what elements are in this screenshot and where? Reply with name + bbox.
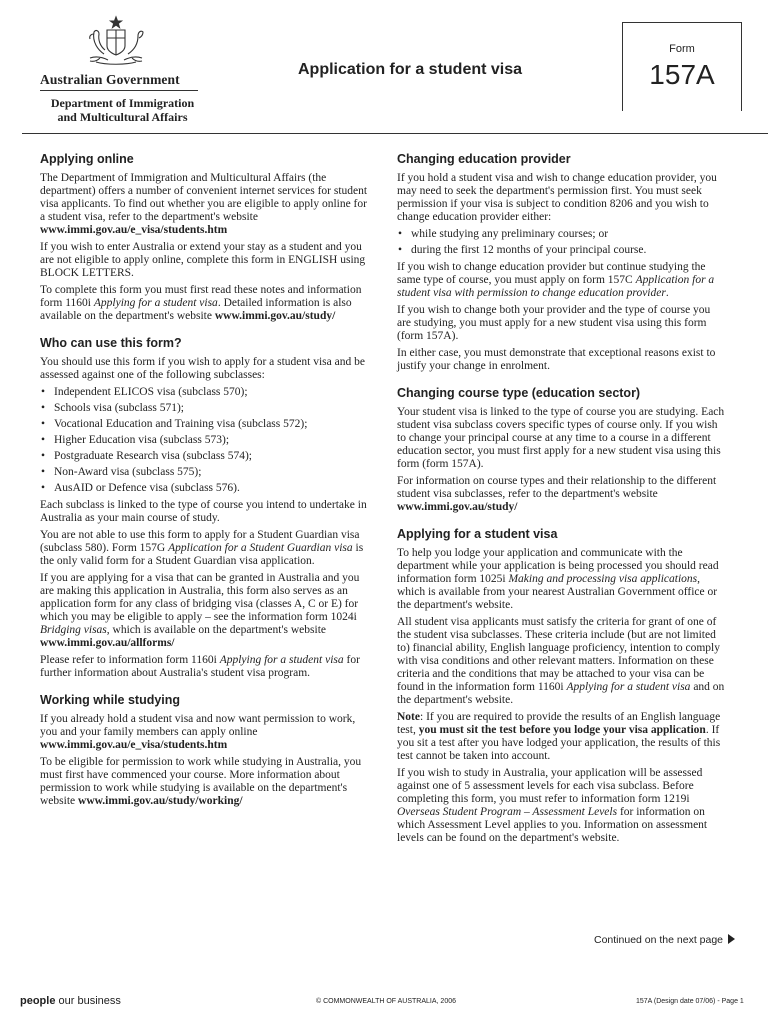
text: is the only valid form for a Student Guardian visa application.	[40, 542, 364, 567]
text: If you are applying for a visa that can be granted in Australia and you are making this application in Australia, this form also serves as an application form for any class of bridging visa (classes A, C or E) for which you may be eligible to apply – see the information form 1024i	[40, 572, 360, 623]
section-heading: Changing course type (education sector)	[397, 386, 641, 400]
paragraph: If you hold a student visa and wish to change education provider, you may need to seek the department's permission first. You must seek permission if your visa is subject to condition 8206 and you wish to change education provider either:	[397, 172, 717, 223]
section-changing-course-type	[397, 385, 725, 514]
text: To help you lodge your application and communicate with the department while your application is being processed you should read information form 1025i	[397, 547, 719, 585]
paragraph	[397, 261, 725, 300]
text: , which is available from your nearest Australian Government office or the department's website.	[397, 573, 718, 611]
list-item: • Non-Award visa (subclass 575);	[40, 466, 368, 479]
government-name: Australian Government	[40, 72, 180, 87]
department-name-line-2: and Multicultural Affairs	[57, 110, 188, 124]
section-applying-online	[40, 151, 368, 323]
emphasis: you must sit the test before you lodge your visa application	[418, 724, 706, 736]
paragraph	[397, 475, 725, 514]
text: The Department of Immigration and Multicultural Affairs (the department) offers a number of convenient internet services for student visa applicants. To find out whether you are eligible to apply online for a student visa, refer to the department's website	[40, 172, 368, 223]
text: For information on course types and their relationship to the different student visa subclasses, refer to the department's website	[397, 475, 717, 500]
paragraph	[40, 572, 368, 650]
header-divider	[22, 133, 768, 134]
doc-reference: Overseas Student Program – Assessment Levels	[397, 806, 618, 818]
section-who-can-use	[40, 335, 368, 680]
text: . Detailed information is also available on the department's website	[40, 297, 352, 322]
doc-reference: Application for a student visa with permission to change education provider	[397, 274, 715, 299]
form-number: 157A	[649, 59, 715, 90]
paragraph	[40, 654, 368, 680]
section-applying-student-visa	[397, 526, 725, 845]
text: If you wish to change education provider but continue studying the same type of course, you must apply on form 157C	[397, 261, 706, 286]
paragraph	[397, 711, 725, 763]
text: You are not able to use this form to apply for a Student Guardian visa (subclass 580). Form 157G	[40, 529, 360, 554]
section-heading: Who can use this form?	[40, 336, 182, 350]
paragraph: Each subclass is linked to the type of course you intend to undertake in Australia as your main course of study.	[40, 499, 367, 524]
footer-brand	[20, 995, 121, 1007]
continued-text: Continued on the next page	[594, 934, 724, 946]
section-changing-provider	[397, 151, 725, 373]
paragraph	[397, 547, 725, 612]
doc-reference: Bridging visas	[40, 624, 107, 636]
doc-reference: Applying for a student visa	[93, 297, 218, 309]
subclass-list	[40, 386, 368, 495]
paragraph	[397, 616, 725, 707]
link-students[interactable]: www.immi.gov.au/e_visa/students.htm	[40, 739, 228, 751]
link-study[interactable]: www.immi.gov.au/study/	[214, 310, 336, 322]
paragraph: Your student visa is linked to the type of course you are studying. Each student visa subclass covers specific types of course only. If you wish to change your principal course at any time to a course in a different education sector, you must first apply for a new student visa using this form (form 157A).	[397, 406, 725, 470]
footer-page-info: 157A (Design date 07/06) - Page 1	[636, 998, 744, 1005]
text: If you wish to study in Australia, your application will be assessed against one of 5 assessment levels for each visa subclass. Before completing this form, you must refer to information form 1219i	[397, 767, 703, 805]
coat-of-arms-icon	[82, 14, 150, 70]
form-label: Form	[669, 43, 695, 55]
list-item: • Postgraduate Research visa (subclass 574);	[40, 450, 368, 463]
government-name-divider	[40, 90, 198, 91]
department-name	[40, 96, 205, 124]
paragraph	[40, 756, 368, 808]
text: for information on which Assessment Level applies to you. Information on assessment levels can be found on the department's website.	[397, 806, 708, 844]
text: Please refer to information form 1160i	[40, 654, 220, 666]
link-study[interactable]: www.immi.gov.au/study/	[397, 501, 518, 513]
paragraph	[40, 529, 368, 568]
text: To be eligible for permission to work while studying in Australia, you must first have commenced your course. More information about permission to work while studying is available on the department's website	[40, 756, 362, 807]
text: : If you are required to provide the results of an English language test,	[397, 711, 721, 736]
text: .	[665, 287, 669, 299]
paragraph	[40, 713, 368, 752]
text: . If you sit a test after you have lodged your application, the results of this test cannot be taken into account.	[397, 724, 721, 762]
section-working-while-studying	[40, 692, 368, 808]
section-heading: Applying for a student visa	[397, 527, 558, 541]
doc-reference: Making and processing visa applications	[508, 573, 698, 585]
continued-notice	[594, 934, 735, 946]
paragraph: If you wish to change both your provider and the type of course you are studying, you must apply for a new student visa using this form (form 157A).	[397, 304, 711, 342]
footer-brand-strong: people	[20, 995, 56, 1007]
list-item: • Vocational Education and Training visa (subclass 572);	[40, 418, 368, 431]
doc-reference: Application for a Student Guardian visa	[168, 542, 353, 554]
text: , which is available on the department's website	[106, 624, 326, 636]
paragraph: If you wish to enter Australia or extend your stay as a student and you are not eligible to apply online, complete this form in ENGLISH using BLOCK LETTERS.	[40, 241, 366, 279]
text: and on the department's website.	[397, 681, 725, 706]
link-allforms[interactable]: www.immi.gov.au/allforms/	[40, 637, 175, 649]
list-item: • Higher Education visa (subclass 573);	[40, 434, 368, 447]
section-heading: Applying online	[40, 152, 134, 166]
section-heading: Working while studying	[40, 693, 181, 707]
text: All student visa applicants must satisfy the criteria for grant of one of the student visa subclasses. These criteria include (but are not limited to) financial ability, English language proficiency, intention to comply with visa conditions and other relevant matters. Information on these criteria and the conditions that may be attached to your visa can be found in the information form 1160i	[397, 616, 720, 693]
form-number-box	[622, 22, 742, 111]
paragraph: You should use this form if you wish to apply for a student visa and be assessed against one of the following subclasses:	[40, 356, 365, 381]
paragraph	[40, 172, 368, 237]
condition-list	[397, 228, 725, 257]
footer-brand-rest: our business	[55, 995, 121, 1007]
list-item: • during the first 12 months of your principal course.	[397, 244, 725, 257]
right-column	[397, 151, 725, 857]
text: If you already hold a student visa and now want permission to work, you and your family members can apply online	[40, 713, 356, 738]
doc-reference: Applying for a student visa	[566, 681, 691, 693]
department-name-line-1: Department of Immigration	[50, 96, 195, 110]
text: To complete this form you must first read these notes and information form 1160i	[40, 284, 362, 309]
paragraph	[40, 284, 368, 323]
paragraph: In either case, you must demonstrate that exceptional reasons exist to justify your change in enrolment.	[397, 347, 716, 372]
list-item: • while studying any preliminary courses; or	[397, 228, 725, 241]
link-students[interactable]: www.immi.gov.au/e_visa/students.htm	[40, 224, 228, 236]
list-item: • Schools visa (subclass 571);	[40, 402, 368, 415]
list-item: • AusAID or Defence visa (subclass 576).	[40, 482, 368, 495]
paragraph	[397, 767, 725, 845]
text: for further information about Australia's student visa program.	[40, 654, 360, 679]
note-label: Note	[397, 711, 420, 723]
left-column	[40, 151, 368, 820]
doc-reference: Applying for a student visa	[219, 654, 344, 666]
document-title: Application for a student visa	[298, 61, 523, 78]
list-item: • Independent ELICOS visa (subclass 570);	[40, 386, 368, 399]
link-working[interactable]: www.immi.gov.au/study/working/	[78, 795, 243, 807]
footer-copyright: © COMMONWEALTH OF AUSTRALIA, 2006	[316, 998, 456, 1005]
section-heading: Changing education provider	[397, 152, 571, 166]
arrow-right-icon	[728, 934, 735, 944]
